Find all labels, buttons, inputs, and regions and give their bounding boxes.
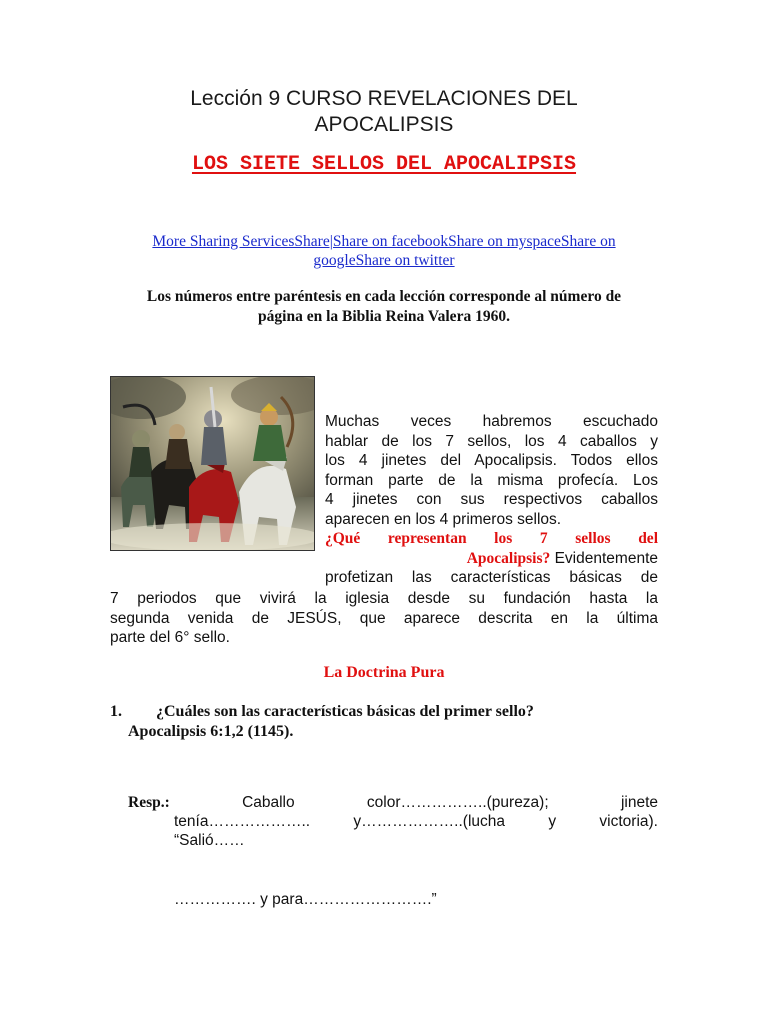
question-highlight: ¿Qué representan los 7 sellos del	[325, 530, 658, 547]
intro-line: Muchas veces habremos escuchado	[325, 413, 658, 430]
note-line-1: Los números entre paréntesis en cada lección corresponde al número de	[146, 288, 622, 305]
response-text: Caballo color……………..(pureza); jinete	[242, 794, 658, 811]
intro-line-rest: Evidentemente	[554, 549, 658, 567]
share-links-line-2[interactable]: googleShare on twitter	[313, 252, 455, 269]
response-block	[128, 793, 658, 850]
intro-line: forman parte de la misma profecía. Los	[325, 471, 658, 489]
title-line-1: Lección 9 CURSO REVELACIONES DEL	[190, 87, 578, 110]
question-text: ¿Cuáles son las características básicas del primer sello?	[156, 703, 534, 720]
page-subtitle: LOS SIETE SELLOS DEL APOCALIPSIS	[191, 153, 577, 176]
intro-line: hablar de los 7 sellos, los 4 caballos y	[325, 432, 658, 450]
response-label: Resp.:	[128, 794, 170, 811]
share-links[interactable]	[100, 232, 668, 270]
intro-line: los 4 jinetes del Apocalipsis. Todos ellos	[325, 452, 658, 469]
intro-line: 4 jinetes con sus respectivos caballos	[325, 491, 658, 508]
title-line-2: APOCALIPSIS	[314, 113, 454, 136]
four-horsemen-image	[110, 376, 315, 551]
intro-line: profetizan las características básicas de	[325, 569, 658, 586]
note-line-2: página en la Biblia Reina Valera 1960.	[258, 308, 510, 325]
response-line: tenía……………….. y………………..(lucha y victoria).	[174, 813, 658, 830]
question-1	[110, 702, 670, 742]
intro-line	[325, 549, 658, 569]
intro-line: 7 periodos que vivirá la iglesia desde su fundación hasta la	[110, 590, 658, 607]
intro-continuation	[110, 589, 658, 648]
question-number: 1.	[110, 703, 122, 720]
section-heading: La Doctrina Pura	[323, 664, 445, 681]
reference-note	[100, 287, 668, 327]
intro-line: segunda venida de JESÚS, que aparece descrita en la última	[110, 609, 658, 627]
page-title	[60, 86, 708, 138]
intro-paragraph	[325, 412, 658, 588]
question-reference: Apocalipsis 6:1,2 (1145).	[128, 723, 294, 740]
response-line: “Salió……	[174, 832, 245, 849]
question-highlight-end: Apocalipsis?	[466, 549, 551, 567]
share-links-line-1[interactable]: More Sharing ServicesShare|Share on facebookShare on myspaceShare on	[152, 233, 616, 250]
response-line	[128, 793, 658, 812]
response-line: ……………. y para…………………….”	[174, 891, 437, 908]
intro-line: parte del 6° sello.	[110, 629, 230, 646]
intro-line: aparecen en los 4 primeros sellos.	[325, 510, 562, 528]
